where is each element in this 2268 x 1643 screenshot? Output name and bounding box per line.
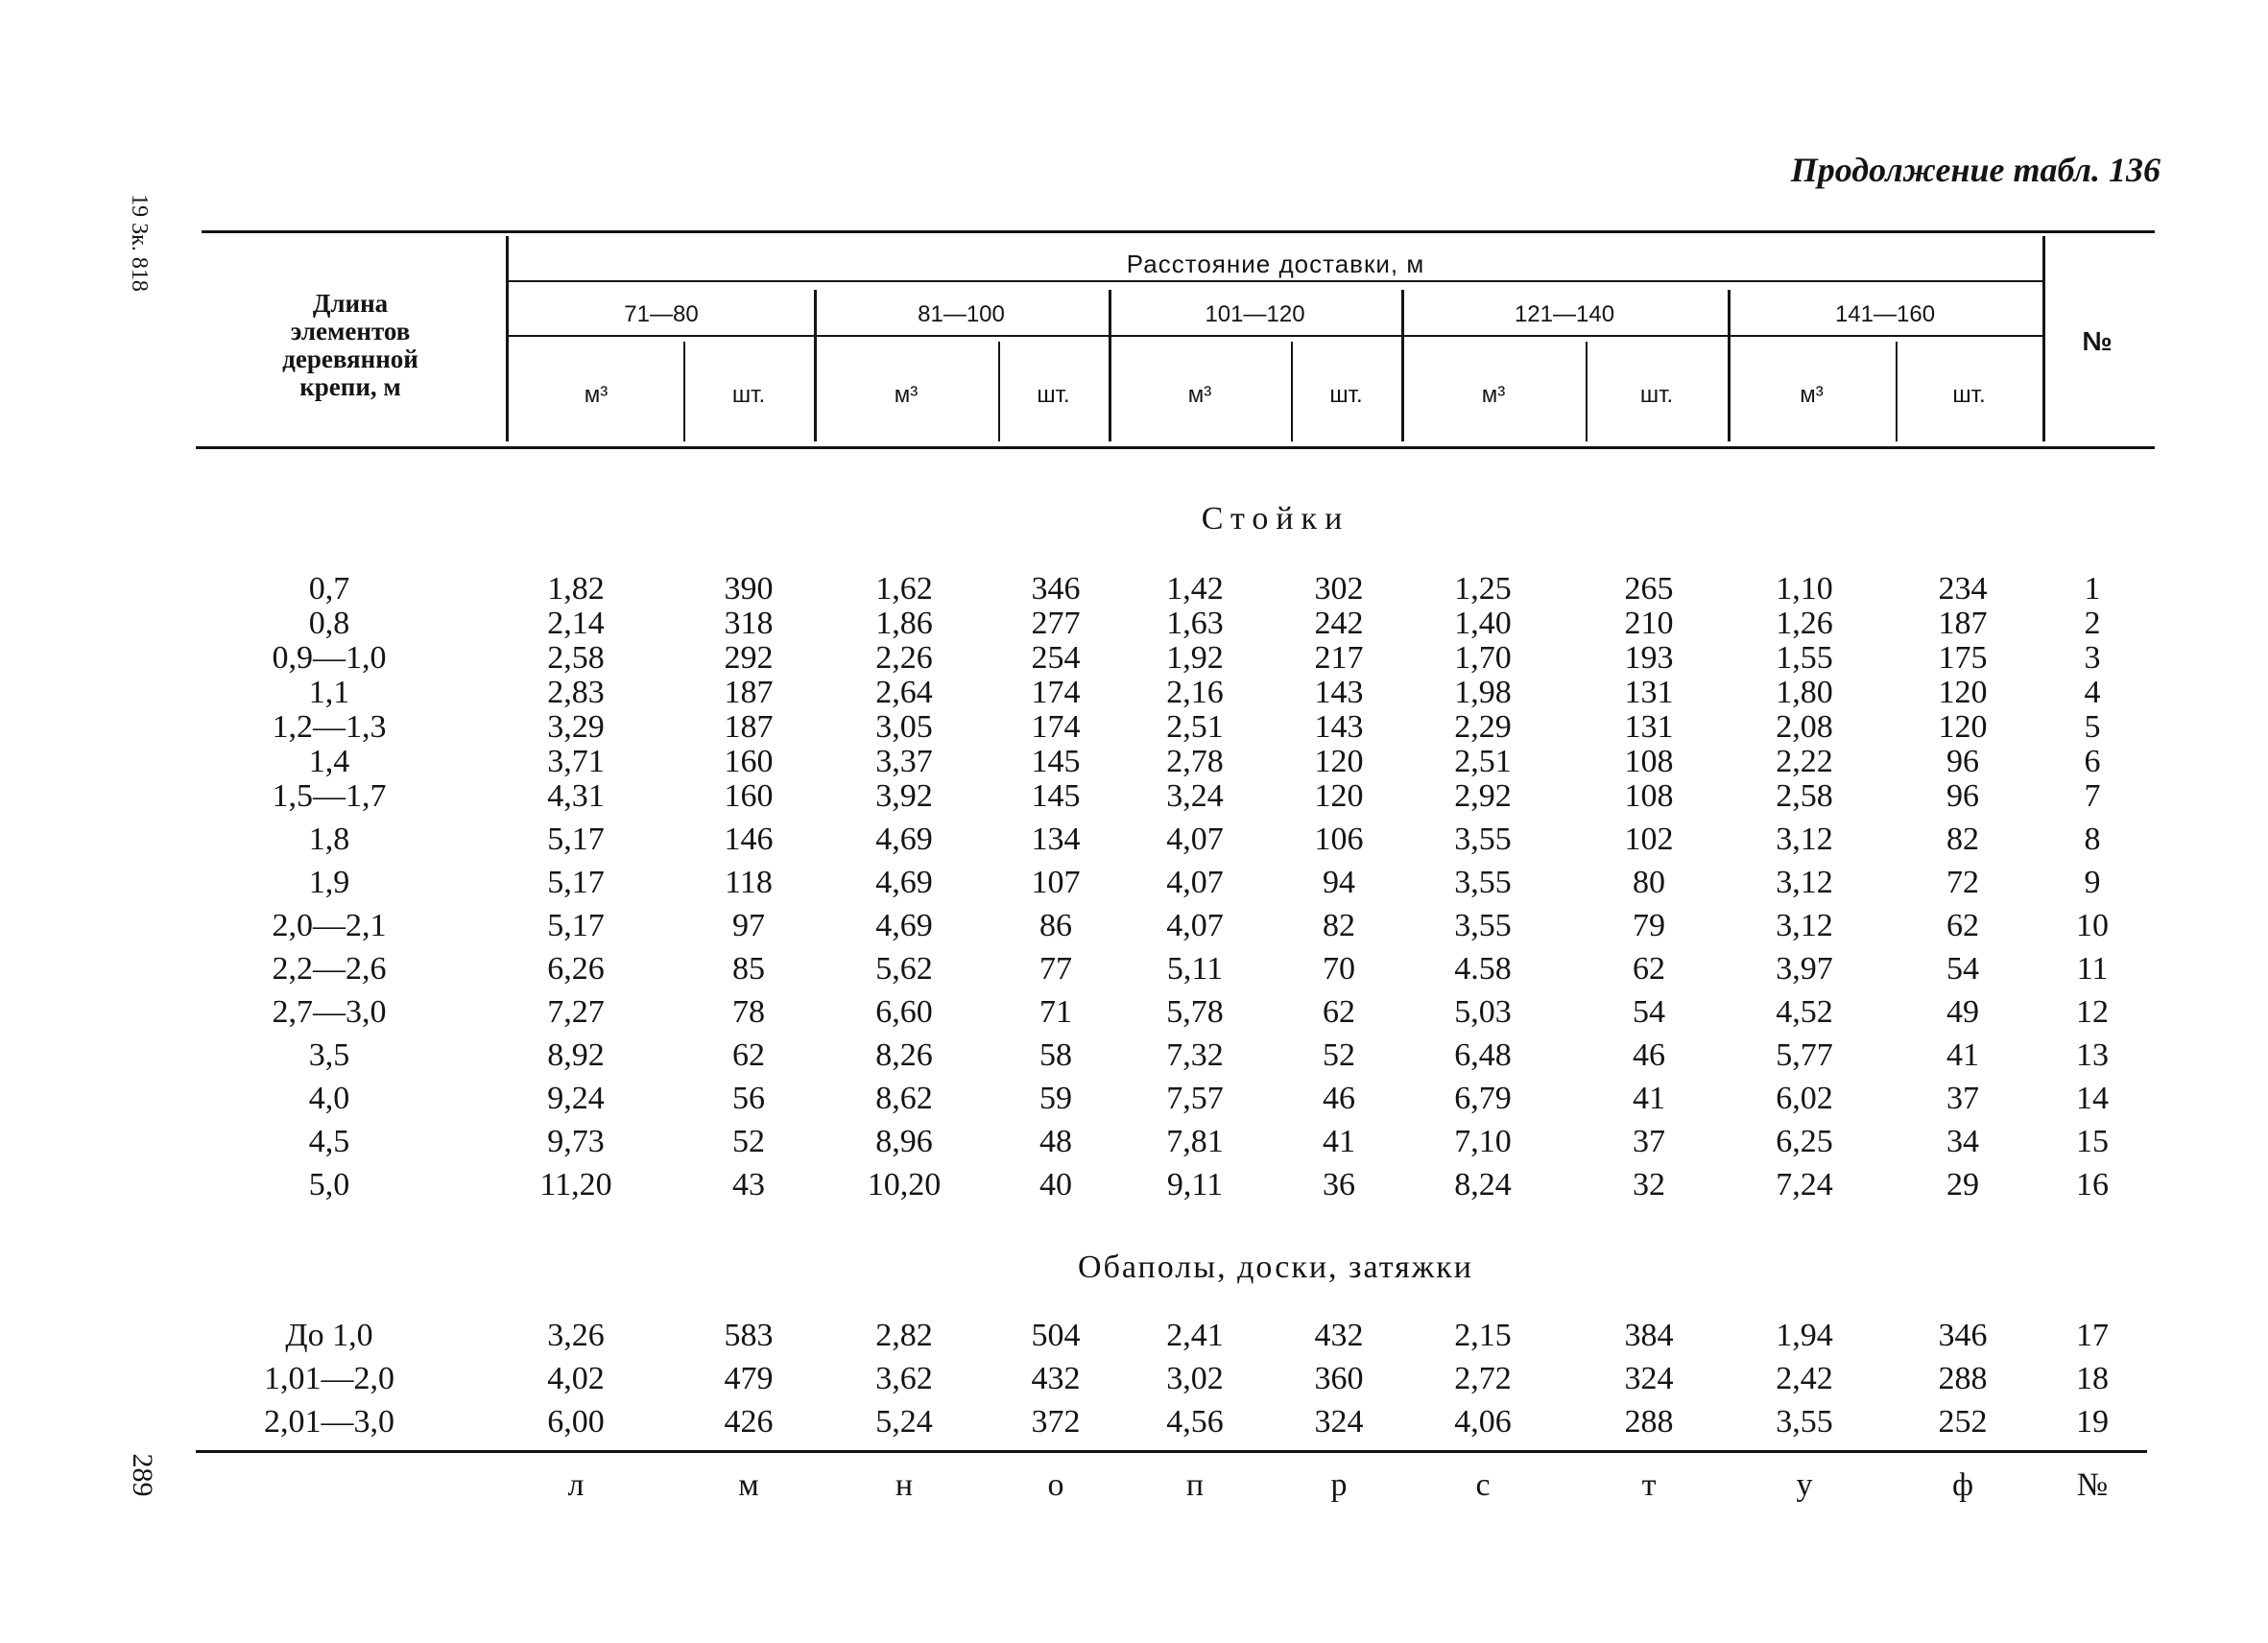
unit-header: шт. [1329, 382, 1363, 408]
table-cell: 40 [1039, 1167, 1072, 1202]
table-cell: 54 [1633, 994, 1665, 1030]
table-cell: 10,20 [867, 1167, 942, 1202]
table-cell: 426 [724, 1404, 774, 1440]
table-cell: 54 [1946, 951, 1979, 987]
table-cell: 346 [1031, 571, 1081, 607]
table-cell: 82 [1323, 908, 1355, 943]
table-cell: 6,25 [1776, 1124, 1833, 1159]
table-cell: 3,71 [547, 744, 605, 779]
row-length: 1,9 [308, 865, 350, 900]
table-cell: 252 [1938, 1404, 1988, 1440]
table-cell: 49 [1946, 994, 1979, 1030]
table-cell: 70 [1323, 951, 1355, 987]
row-number: 4 [2084, 675, 2101, 710]
table-cell: 3,05 [875, 709, 933, 745]
table-cell: 59 [1039, 1081, 1072, 1116]
unit-header: шт. [1952, 382, 1986, 408]
column-letter: н [895, 1467, 914, 1503]
table-cell: 7,24 [1776, 1167, 1833, 1202]
unit-header: м³ [1800, 382, 1824, 408]
row-number: 15 [2076, 1124, 2109, 1159]
table-cell: 41 [1323, 1124, 1355, 1159]
table-cell: 9,24 [547, 1081, 605, 1116]
table-cell: 37 [1633, 1124, 1665, 1159]
row-number: 19 [2076, 1404, 2109, 1440]
table-cell: 120 [1938, 709, 1988, 745]
row-length: 2,2—2,6 [272, 951, 387, 987]
table-cell: 3,12 [1776, 865, 1833, 900]
table-cell: 4,52 [1776, 994, 1833, 1030]
row-number: 11 [2076, 951, 2109, 987]
table-cell: 5,17 [547, 865, 605, 900]
table-cell: 52 [1323, 1037, 1355, 1073]
table-cell: 46 [1633, 1037, 1665, 1073]
table-cell: 5,03 [1454, 994, 1512, 1030]
table-cell: 1,42 [1166, 571, 1224, 607]
table-cell: 3,26 [547, 1318, 605, 1353]
row-length: 1,1 [308, 675, 350, 710]
table-cell: 193 [1624, 640, 1674, 676]
bottom-rule [196, 1450, 2147, 1453]
table-cell: 145 [1031, 744, 1081, 779]
unit-header: шт. [731, 382, 766, 408]
page-number: 289 [127, 1453, 158, 1497]
column-letter: о [1047, 1467, 1064, 1503]
table-cell: 131 [1624, 709, 1674, 745]
row-number: 5 [2084, 709, 2101, 745]
table-cell: 3,12 [1776, 822, 1833, 857]
range-header: 101—120 [1205, 301, 1305, 327]
unit-header: м³ [894, 382, 919, 408]
table-cell: 234 [1938, 571, 1988, 607]
table-cell: 3,24 [1166, 778, 1224, 814]
row-length: До 1,0 [285, 1318, 373, 1353]
table-cell: 390 [724, 571, 774, 607]
table-cell: 6,02 [1776, 1081, 1833, 1116]
row-length: 2,01—3,0 [264, 1404, 394, 1440]
column-letter: р [1330, 1467, 1348, 1503]
table-cell: 8,96 [875, 1124, 933, 1159]
table-cell: 4,69 [875, 822, 933, 857]
table-cell: 34 [1946, 1124, 1979, 1159]
table-cell: 77 [1039, 951, 1072, 987]
table-cell: 324 [1314, 1404, 1364, 1440]
table-cell: 4,07 [1166, 865, 1224, 900]
table-cell: 102 [1624, 822, 1674, 857]
table-cell: 4,69 [875, 908, 933, 943]
table-cell: 29 [1946, 1167, 1979, 1202]
table-cell: 432 [1314, 1318, 1364, 1353]
table-cell: 2,15 [1454, 1318, 1512, 1353]
table-cell: 2,82 [875, 1318, 933, 1353]
table-cell: 160 [724, 778, 774, 814]
table-cell: 292 [724, 640, 774, 676]
column-letter: с [1475, 1467, 1491, 1503]
table-cell: 2,22 [1776, 744, 1833, 779]
table-cell: 2,72 [1454, 1361, 1512, 1396]
table-cell: 302 [1314, 571, 1364, 607]
unit-header: м³ [1187, 382, 1212, 408]
section-title: Обаполы, доски, затяжки [1078, 1250, 1473, 1285]
table-cell: 3,97 [1776, 951, 1833, 987]
table-cell: 5,77 [1776, 1037, 1833, 1073]
row-length: 0,8 [308, 606, 350, 641]
table-cell: 2,64 [875, 675, 933, 710]
table-cell: 217 [1314, 640, 1364, 676]
table-cell: 43 [732, 1167, 765, 1202]
table-cell: 37 [1946, 1081, 1979, 1116]
table-cell: 41 [1946, 1037, 1979, 1073]
row-number: 1 [2084, 571, 2101, 607]
table-cell: 8,24 [1454, 1167, 1512, 1202]
table-cell: 1,92 [1166, 640, 1224, 676]
row-number: 13 [2076, 1037, 2109, 1073]
table-cell: 6,79 [1454, 1081, 1512, 1116]
row-number: 17 [2076, 1318, 2109, 1353]
row-length: 1,8 [308, 822, 350, 857]
row-number: 2 [2084, 606, 2101, 641]
table-cell: 7,57 [1166, 1081, 1224, 1116]
row-length: 4,5 [308, 1124, 350, 1159]
table-cell: 62 [1323, 994, 1355, 1030]
table-cell: 4.58 [1454, 951, 1512, 987]
table-cell: 2,58 [1776, 778, 1833, 814]
table-cell: 3,55 [1454, 908, 1512, 943]
table-cell: 96 [1946, 778, 1979, 814]
table-cell: 3,29 [547, 709, 605, 745]
row-length: 0,9—1,0 [272, 640, 387, 676]
table-cell: 56 [732, 1081, 765, 1116]
table-cell: 187 [724, 675, 774, 710]
table-cell: 7,10 [1454, 1124, 1512, 1159]
table-cell: 72 [1946, 865, 1979, 900]
distance-title: Расстояние доставки, м [1126, 250, 1425, 278]
table-cell: 2,83 [547, 675, 605, 710]
row-number: 18 [2076, 1361, 2109, 1396]
table-cell: 2,58 [547, 640, 605, 676]
table-cell: 32 [1633, 1167, 1665, 1202]
table-cell: 2,78 [1166, 744, 1224, 779]
range-rule [509, 335, 2042, 337]
table-cell: 3,62 [875, 1361, 933, 1396]
table-cell: 107 [1031, 865, 1081, 900]
table-cell: 318 [724, 606, 774, 641]
table-cell: 432 [1031, 1361, 1081, 1396]
table-cell: 41 [1633, 1081, 1665, 1116]
table-cell: 2,16 [1166, 675, 1224, 710]
table-cell: 96 [1946, 744, 1979, 779]
table-cell: 146 [724, 822, 774, 857]
table-cell: 1,26 [1776, 606, 1833, 641]
table-cell: 94 [1323, 865, 1355, 900]
table-cell: 143 [1314, 675, 1364, 710]
column-letter: п [1185, 1467, 1205, 1503]
row-number: 7 [2084, 778, 2101, 814]
table-cell: 131 [1624, 675, 1674, 710]
row-number: 10 [2076, 908, 2109, 943]
row-number: 9 [2084, 865, 2101, 900]
table-cell: 9,11 [1166, 1167, 1224, 1202]
range-header: 121—140 [1514, 301, 1615, 327]
table-cell: 2,08 [1776, 709, 1833, 745]
table-cell: 106 [1314, 822, 1364, 857]
table-cell: 8,62 [875, 1081, 933, 1116]
table-cell: 62 [732, 1037, 765, 1073]
table-cell: 46 [1323, 1081, 1355, 1116]
row-number: 16 [2076, 1167, 2109, 1202]
column-letter: № [2076, 1467, 2109, 1503]
table-caption: Продолжение табл. 136 [1790, 151, 2161, 189]
table-cell: 6,60 [875, 994, 933, 1030]
table-cell: 6,48 [1454, 1037, 1512, 1073]
row-length: 5,0 [308, 1167, 350, 1202]
table-cell: 242 [1314, 606, 1364, 641]
table-cell: 583 [724, 1318, 774, 1353]
table-cell: 2,51 [1454, 744, 1512, 779]
table-cell: 175 [1938, 640, 1988, 676]
row-length: 1,4 [308, 744, 350, 779]
range-header: 141—160 [1834, 301, 1936, 327]
table-cell: 3,02 [1166, 1361, 1224, 1396]
row-length: 3,5 [308, 1037, 350, 1073]
table-cell: 1,40 [1454, 606, 1512, 641]
row-number: 8 [2084, 822, 2101, 857]
table-cell: 288 [1938, 1361, 1988, 1396]
table-cell: 288 [1624, 1404, 1674, 1440]
table-cell: 1,98 [1454, 675, 1512, 710]
table-cell: 2,14 [547, 606, 605, 641]
table-cell: 187 [724, 709, 774, 745]
table-cell: 1,10 [1776, 571, 1833, 607]
row-length: 0,7 [308, 571, 350, 607]
table-cell: 1,63 [1166, 606, 1224, 641]
range-header: 71—80 [624, 301, 699, 327]
table-cell: 8,92 [547, 1037, 605, 1073]
distance-rule [509, 280, 2042, 282]
table-cell: 97 [732, 908, 765, 943]
table-cell: 3,92 [875, 778, 933, 814]
number-header: № [2082, 326, 2113, 356]
table-cell: 2,92 [1454, 778, 1512, 814]
row-number: 14 [2076, 1081, 2109, 1116]
table-cell: 11,20 [539, 1167, 612, 1202]
column-letter: м [738, 1467, 759, 1503]
table-cell: 86 [1039, 908, 1072, 943]
side-code: 19 Зк. 818 [127, 194, 152, 292]
table-cell: 2,42 [1776, 1361, 1833, 1396]
table-cell: 384 [1624, 1318, 1674, 1353]
table-cell: 3,55 [1454, 822, 1512, 857]
table-cell: 143 [1314, 709, 1364, 745]
column-letter: ф [1951, 1467, 1974, 1503]
table-cell: 360 [1314, 1361, 1364, 1396]
table-cell: 5,24 [875, 1404, 933, 1440]
table-cell: 479 [724, 1361, 774, 1396]
row-number: 12 [2076, 994, 2109, 1030]
table-cell: 78 [732, 994, 765, 1030]
number-divider [2042, 236, 2045, 441]
table-cell: 324 [1624, 1361, 1674, 1396]
column-letter: у [1796, 1467, 1813, 1503]
column-letter: л [567, 1467, 585, 1503]
table-cell: 120 [1314, 778, 1364, 814]
table-cell: 120 [1314, 744, 1364, 779]
table-cell: 174 [1031, 675, 1081, 710]
table-cell: 9,73 [547, 1124, 605, 1159]
table-cell: 1,86 [875, 606, 933, 641]
range-header: 81—100 [918, 301, 1005, 327]
table-cell: 4,06 [1454, 1404, 1512, 1440]
table-cell: 3,55 [1454, 865, 1512, 900]
table-cell: 174 [1031, 709, 1081, 745]
table-cell: 120 [1938, 675, 1988, 710]
row-number: 6 [2084, 744, 2101, 779]
table-cell: 1,94 [1776, 1318, 1833, 1353]
table-cell: 62 [1946, 908, 1979, 943]
header-bottom-rule [196, 446, 2155, 449]
table-cell: 2,41 [1166, 1318, 1224, 1353]
top-rule [202, 230, 2155, 233]
table-cell: 210 [1624, 606, 1674, 641]
table-cell: 2,51 [1166, 709, 1224, 745]
table-cell: 7,27 [547, 994, 605, 1030]
table-cell: 6,00 [547, 1404, 605, 1440]
row-length: 4,0 [308, 1081, 350, 1116]
table-cell: 48 [1039, 1124, 1072, 1159]
table-cell: 4,56 [1166, 1404, 1224, 1440]
table-cell: 265 [1624, 571, 1674, 607]
table-cell: 2,26 [875, 640, 933, 676]
table-cell: 4,31 [547, 778, 605, 814]
table-cell: 4,02 [547, 1361, 605, 1396]
table-cell: 7,32 [1166, 1037, 1224, 1073]
table-cell: 1,80 [1776, 675, 1833, 710]
table-cell: 108 [1624, 744, 1674, 779]
row-length: 1,01—2,0 [264, 1361, 394, 1396]
table-cell: 3,37 [875, 744, 933, 779]
table-cell: 71 [1039, 994, 1072, 1030]
table-cell: 7,81 [1166, 1124, 1224, 1159]
table-cell: 346 [1938, 1318, 1988, 1353]
row-length: 2,0—2,1 [272, 908, 387, 943]
table-cell: 254 [1031, 640, 1081, 676]
table-cell: 5,17 [547, 822, 605, 857]
table-cell: 108 [1624, 778, 1674, 814]
table-cell: 145 [1031, 778, 1081, 814]
row-number: 3 [2084, 640, 2101, 676]
table-cell: 6,26 [547, 951, 605, 987]
table-cell: 134 [1031, 822, 1081, 857]
unit-header: шт. [1639, 382, 1674, 408]
section-title: Стойки [1201, 501, 1350, 536]
table-cell: 58 [1039, 1037, 1072, 1073]
row-header: Длина элементов деревянной крепи, м [282, 289, 418, 401]
table-cell: 5,11 [1166, 951, 1224, 987]
table-cell: 187 [1938, 606, 1988, 641]
table-cell: 62 [1633, 951, 1665, 987]
table-cell: 36 [1323, 1167, 1355, 1202]
table-cell: 82 [1946, 822, 1979, 857]
row-length: 1,2—1,3 [272, 709, 387, 745]
table-cell: 1,55 [1776, 640, 1833, 676]
table-cell: 504 [1031, 1318, 1081, 1353]
unit-header: шт. [1037, 382, 1070, 408]
table-cell: 3,55 [1776, 1404, 1833, 1440]
table-cell: 4,07 [1166, 908, 1224, 943]
table-cell: 4,07 [1166, 822, 1224, 857]
row-length: 2,7—3,0 [272, 994, 387, 1030]
table-cell: 85 [732, 951, 765, 987]
table-cell: 1,70 [1454, 640, 1512, 676]
table-cell: 277 [1031, 606, 1081, 641]
table-cell: 79 [1633, 908, 1665, 943]
table-cell: 5,17 [547, 908, 605, 943]
table-cell: 1,62 [875, 571, 933, 607]
unit-header: м³ [584, 382, 609, 408]
table-cell: 4,69 [875, 865, 933, 900]
table-cell: 372 [1031, 1404, 1081, 1440]
table-cell: 118 [725, 865, 773, 900]
row-length: 1,5—1,7 [272, 778, 387, 814]
table-cell: 52 [732, 1124, 765, 1159]
column-letter: т [1641, 1467, 1657, 1503]
table-cell: 160 [724, 744, 774, 779]
table-cell: 3,12 [1776, 908, 1833, 943]
unit-header: м³ [1481, 382, 1506, 408]
table-cell: 1,82 [547, 571, 605, 607]
table-cell: 1,25 [1454, 571, 1512, 607]
table-cell: 5,62 [875, 951, 933, 987]
table-cell: 5,78 [1166, 994, 1224, 1030]
table-cell: 2,29 [1454, 709, 1512, 745]
table-cell: 8,26 [875, 1037, 933, 1073]
table-cell: 80 [1633, 865, 1665, 900]
